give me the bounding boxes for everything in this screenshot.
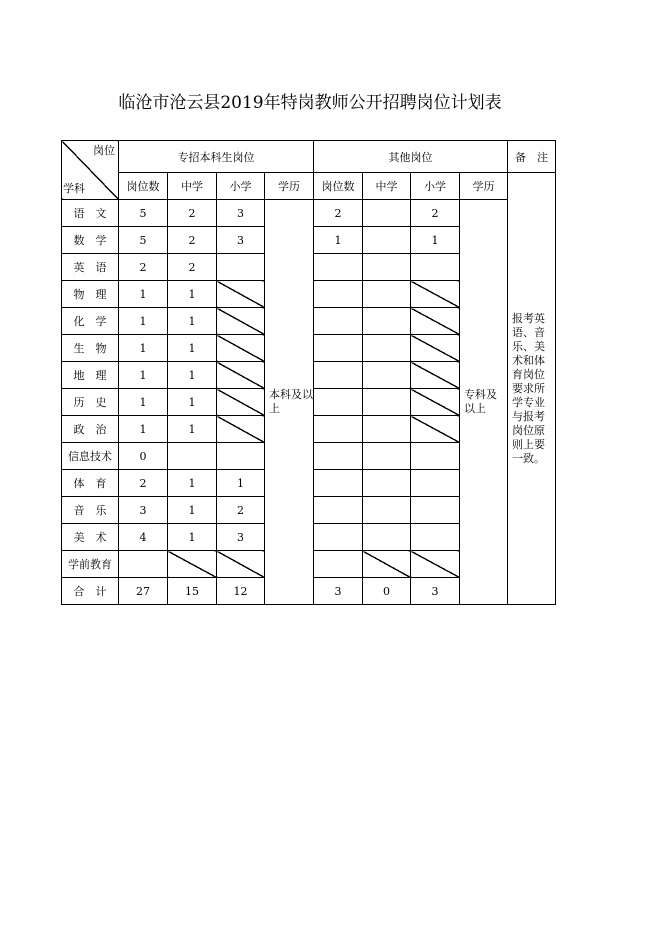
value-cell: 2 bbox=[168, 254, 217, 281]
value-cell: 12 bbox=[217, 578, 265, 605]
subject-cell: 英 语 bbox=[62, 254, 119, 281]
value-cell bbox=[363, 551, 411, 578]
value-cell bbox=[363, 335, 411, 362]
value-cell bbox=[217, 281, 265, 308]
value-cell bbox=[363, 227, 411, 254]
value-cell: 1 bbox=[314, 227, 363, 254]
subject-cell: 地 理 bbox=[62, 362, 119, 389]
value-cell: 1 bbox=[119, 389, 168, 416]
value-cell: 5 bbox=[119, 200, 168, 227]
remarks-note: 报考英语、音乐、美术和体育岗位要求所学专业与报考岗位原则上要一致。 bbox=[508, 173, 556, 605]
corner-post-label: 岗位 bbox=[93, 144, 115, 157]
value-cell: 1 bbox=[168, 308, 217, 335]
remarks-header: 备 注 bbox=[508, 141, 556, 173]
value-cell bbox=[363, 470, 411, 497]
value-cell bbox=[363, 254, 411, 281]
value-cell bbox=[314, 389, 363, 416]
value-cell: 15 bbox=[168, 578, 217, 605]
value-cell bbox=[217, 551, 265, 578]
value-cell bbox=[314, 308, 363, 335]
value-cell: 27 bbox=[119, 578, 168, 605]
value-cell: 2 bbox=[119, 470, 168, 497]
value-cell bbox=[411, 551, 460, 578]
value-cell: 1 bbox=[168, 416, 217, 443]
value-cell: 2 bbox=[217, 497, 265, 524]
value-cell: 1 bbox=[217, 470, 265, 497]
value-cell bbox=[411, 254, 460, 281]
value-cell: 3 bbox=[314, 578, 363, 605]
value-cell: 2 bbox=[119, 254, 168, 281]
education-requirement-special: 本科及以上 bbox=[265, 200, 314, 605]
value-cell bbox=[411, 470, 460, 497]
value-cell bbox=[314, 551, 363, 578]
value-cell: 1 bbox=[168, 470, 217, 497]
value-cell bbox=[411, 362, 460, 389]
value-cell: 4 bbox=[119, 524, 168, 551]
value-cell bbox=[363, 524, 411, 551]
value-cell: 1 bbox=[168, 389, 217, 416]
value-cell bbox=[411, 308, 460, 335]
value-cell: 1 bbox=[168, 335, 217, 362]
group-header-other: 其他岗位 bbox=[314, 141, 508, 173]
value-cell bbox=[168, 551, 217, 578]
subject-cell: 物 理 bbox=[62, 281, 119, 308]
value-cell bbox=[363, 389, 411, 416]
value-cell bbox=[411, 443, 460, 470]
value-cell bbox=[217, 335, 265, 362]
value-cell bbox=[217, 389, 265, 416]
value-cell: 1 bbox=[119, 308, 168, 335]
corner-subject-label: 学科 bbox=[63, 182, 85, 195]
subject-cell: 信息技术 bbox=[62, 443, 119, 470]
value-cell bbox=[411, 335, 460, 362]
value-cell: 3 bbox=[411, 578, 460, 605]
value-cell: 1 bbox=[411, 227, 460, 254]
subject-cell: 生 物 bbox=[62, 335, 119, 362]
subject-cell: 体 育 bbox=[62, 470, 119, 497]
value-cell: 1 bbox=[168, 362, 217, 389]
value-cell bbox=[363, 200, 411, 227]
value-cell bbox=[314, 254, 363, 281]
recruitment-plan-table bbox=[61, 140, 556, 605]
value-cell bbox=[217, 416, 265, 443]
column-header: 学历 bbox=[265, 173, 314, 200]
table-row bbox=[62, 200, 556, 227]
subject-cell: 学前教育 bbox=[62, 551, 119, 578]
value-cell bbox=[217, 443, 265, 470]
column-header: 小学 bbox=[217, 173, 265, 200]
value-cell bbox=[217, 254, 265, 281]
value-cell bbox=[217, 308, 265, 335]
column-header: 小学 bbox=[411, 173, 460, 200]
value-cell: 0 bbox=[363, 578, 411, 605]
column-header: 学历 bbox=[460, 173, 508, 200]
subject-cell: 语 文 bbox=[62, 200, 119, 227]
subject-cell: 美 术 bbox=[62, 524, 119, 551]
value-cell bbox=[314, 524, 363, 551]
column-header: 中学 bbox=[168, 173, 217, 200]
value-cell bbox=[411, 281, 460, 308]
value-cell: 2 bbox=[168, 227, 217, 254]
value-cell bbox=[314, 335, 363, 362]
value-cell bbox=[363, 416, 411, 443]
value-cell bbox=[363, 281, 411, 308]
value-cell bbox=[217, 362, 265, 389]
value-cell bbox=[363, 497, 411, 524]
value-cell bbox=[363, 308, 411, 335]
value-cell bbox=[314, 281, 363, 308]
subject-cell: 数 学 bbox=[62, 227, 119, 254]
value-cell: 1 bbox=[168, 281, 217, 308]
value-cell: 0 bbox=[119, 443, 168, 470]
subject-cell: 历 史 bbox=[62, 389, 119, 416]
value-cell bbox=[363, 362, 411, 389]
value-cell: 2 bbox=[314, 200, 363, 227]
value-cell: 3 bbox=[217, 200, 265, 227]
column-header: 岗位数 bbox=[119, 173, 168, 200]
value-cell: 1 bbox=[119, 362, 168, 389]
value-cell bbox=[314, 416, 363, 443]
value-cell bbox=[314, 443, 363, 470]
education-requirement-other: 专科及以上 bbox=[460, 200, 508, 605]
value-cell bbox=[119, 551, 168, 578]
value-cell bbox=[314, 497, 363, 524]
value-cell: 2 bbox=[168, 200, 217, 227]
subject-cell: 音 乐 bbox=[62, 497, 119, 524]
column-header: 岗位数 bbox=[314, 173, 363, 200]
subject-cell: 合 计 bbox=[62, 578, 119, 605]
value-cell bbox=[411, 416, 460, 443]
value-cell bbox=[314, 470, 363, 497]
value-cell bbox=[411, 389, 460, 416]
corner-header-cell bbox=[62, 141, 119, 200]
value-cell: 1 bbox=[119, 281, 168, 308]
value-cell: 1 bbox=[119, 416, 168, 443]
value-cell bbox=[411, 524, 460, 551]
value-cell bbox=[314, 362, 363, 389]
value-cell: 1 bbox=[168, 524, 217, 551]
value-cell: 5 bbox=[119, 227, 168, 254]
value-cell bbox=[411, 497, 460, 524]
value-cell bbox=[168, 443, 217, 470]
value-cell: 3 bbox=[217, 524, 265, 551]
value-cell: 3 bbox=[217, 227, 265, 254]
value-cell: 3 bbox=[119, 497, 168, 524]
value-cell: 1 bbox=[168, 497, 217, 524]
column-header: 中学 bbox=[363, 173, 411, 200]
subject-cell: 化 学 bbox=[62, 308, 119, 335]
subject-cell: 政 治 bbox=[62, 416, 119, 443]
value-cell bbox=[363, 443, 411, 470]
page-title: 临沧市沧云县2019年特岗教师公开招聘岗位计划表 bbox=[118, 93, 502, 113]
value-cell: 2 bbox=[411, 200, 460, 227]
group-header-special: 专招本科生岗位 bbox=[119, 141, 314, 173]
value-cell: 1 bbox=[119, 335, 168, 362]
